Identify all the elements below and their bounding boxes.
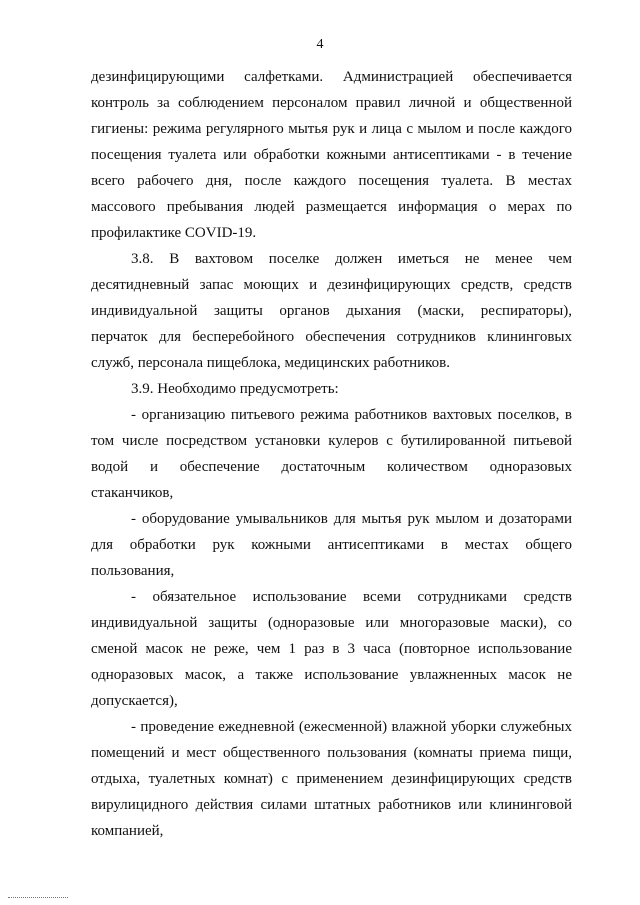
- text-line: десятидневный запас моющих и дезинфицирующих средств, средств: [91, 277, 572, 293]
- text-line: дезинфицирующими салфетками. Администрацией обеспечивается: [91, 69, 572, 85]
- page-number: 4: [316, 37, 324, 52]
- text-line: - проведение ежедневной (ежесменной) влажной уборки служебных: [131, 719, 572, 735]
- text-line: - оборудование умывальников для мытья рук мылом и дозаторами: [131, 511, 572, 527]
- text-line: всего рабочего дня, после каждого посещения туалета. В местах: [91, 173, 572, 189]
- text-line: вирулицидного действия силами штатных работников или клининговой: [91, 797, 572, 813]
- text-line: одноразовых масок, а также использование увлажненных масок не: [91, 667, 572, 683]
- text-line: индивидуальной защиты органов дыхания (маски, респираторы),: [91, 303, 572, 319]
- text-line: контроль за соблюдением персоналом правил личной и общественной: [91, 95, 572, 111]
- text-line: служб, персонала пищеблока, медицинских работников.: [91, 355, 450, 371]
- text-line: стаканчиков,: [91, 485, 174, 501]
- text-line: компанией,: [91, 823, 164, 839]
- scan-footer-mark: [8, 897, 68, 899]
- section-heading: 3.9. Необходимо предусмотреть:: [131, 381, 339, 397]
- text-line: профилактике COVID-19.: [91, 225, 257, 241]
- text-line: допускается),: [91, 693, 178, 709]
- text-line: том числе посредством установки кулеров с бутилированной питьевой: [91, 433, 572, 449]
- text-line: посещения туалета или обработки кожными антисептиками - в течение: [91, 147, 572, 163]
- text-line: пользования,: [91, 563, 175, 579]
- text-line: для обработки рук кожными антисептиками в местах общего: [91, 537, 572, 553]
- text-line: отдыха, туалетных комнат) с применением дезинфицирующих средств: [91, 771, 572, 787]
- text-line: перчаток для бесперебойного обеспечения сотрудников клининговых: [91, 329, 572, 345]
- text-line: массового пребывания людей размещается информация о мерах по: [91, 199, 572, 215]
- text-line: - организацию питьевого режима работников вахтовых поселков, в: [131, 407, 572, 423]
- text-line: индивидуальной защиты (одноразовые или многоразовые маски), со: [91, 615, 572, 631]
- text-line: водой и обеспечение достаточным количеством одноразовых: [91, 459, 572, 475]
- text-line: сменой масок не реже, чем 1 раз в 3 часа (повторное использование: [91, 641, 572, 657]
- text-line: помещений и мест общественного пользования (комнаты приема пищи,: [91, 745, 572, 761]
- text-line: гигиены: режима регулярного мытья рук и лица с мылом и после каждого: [91, 121, 572, 137]
- text-line: 3.8. В вахтовом поселке должен иметься не менее чем: [131, 251, 572, 267]
- text-line: - обязательное использование всеми сотрудниками средств: [131, 589, 572, 605]
